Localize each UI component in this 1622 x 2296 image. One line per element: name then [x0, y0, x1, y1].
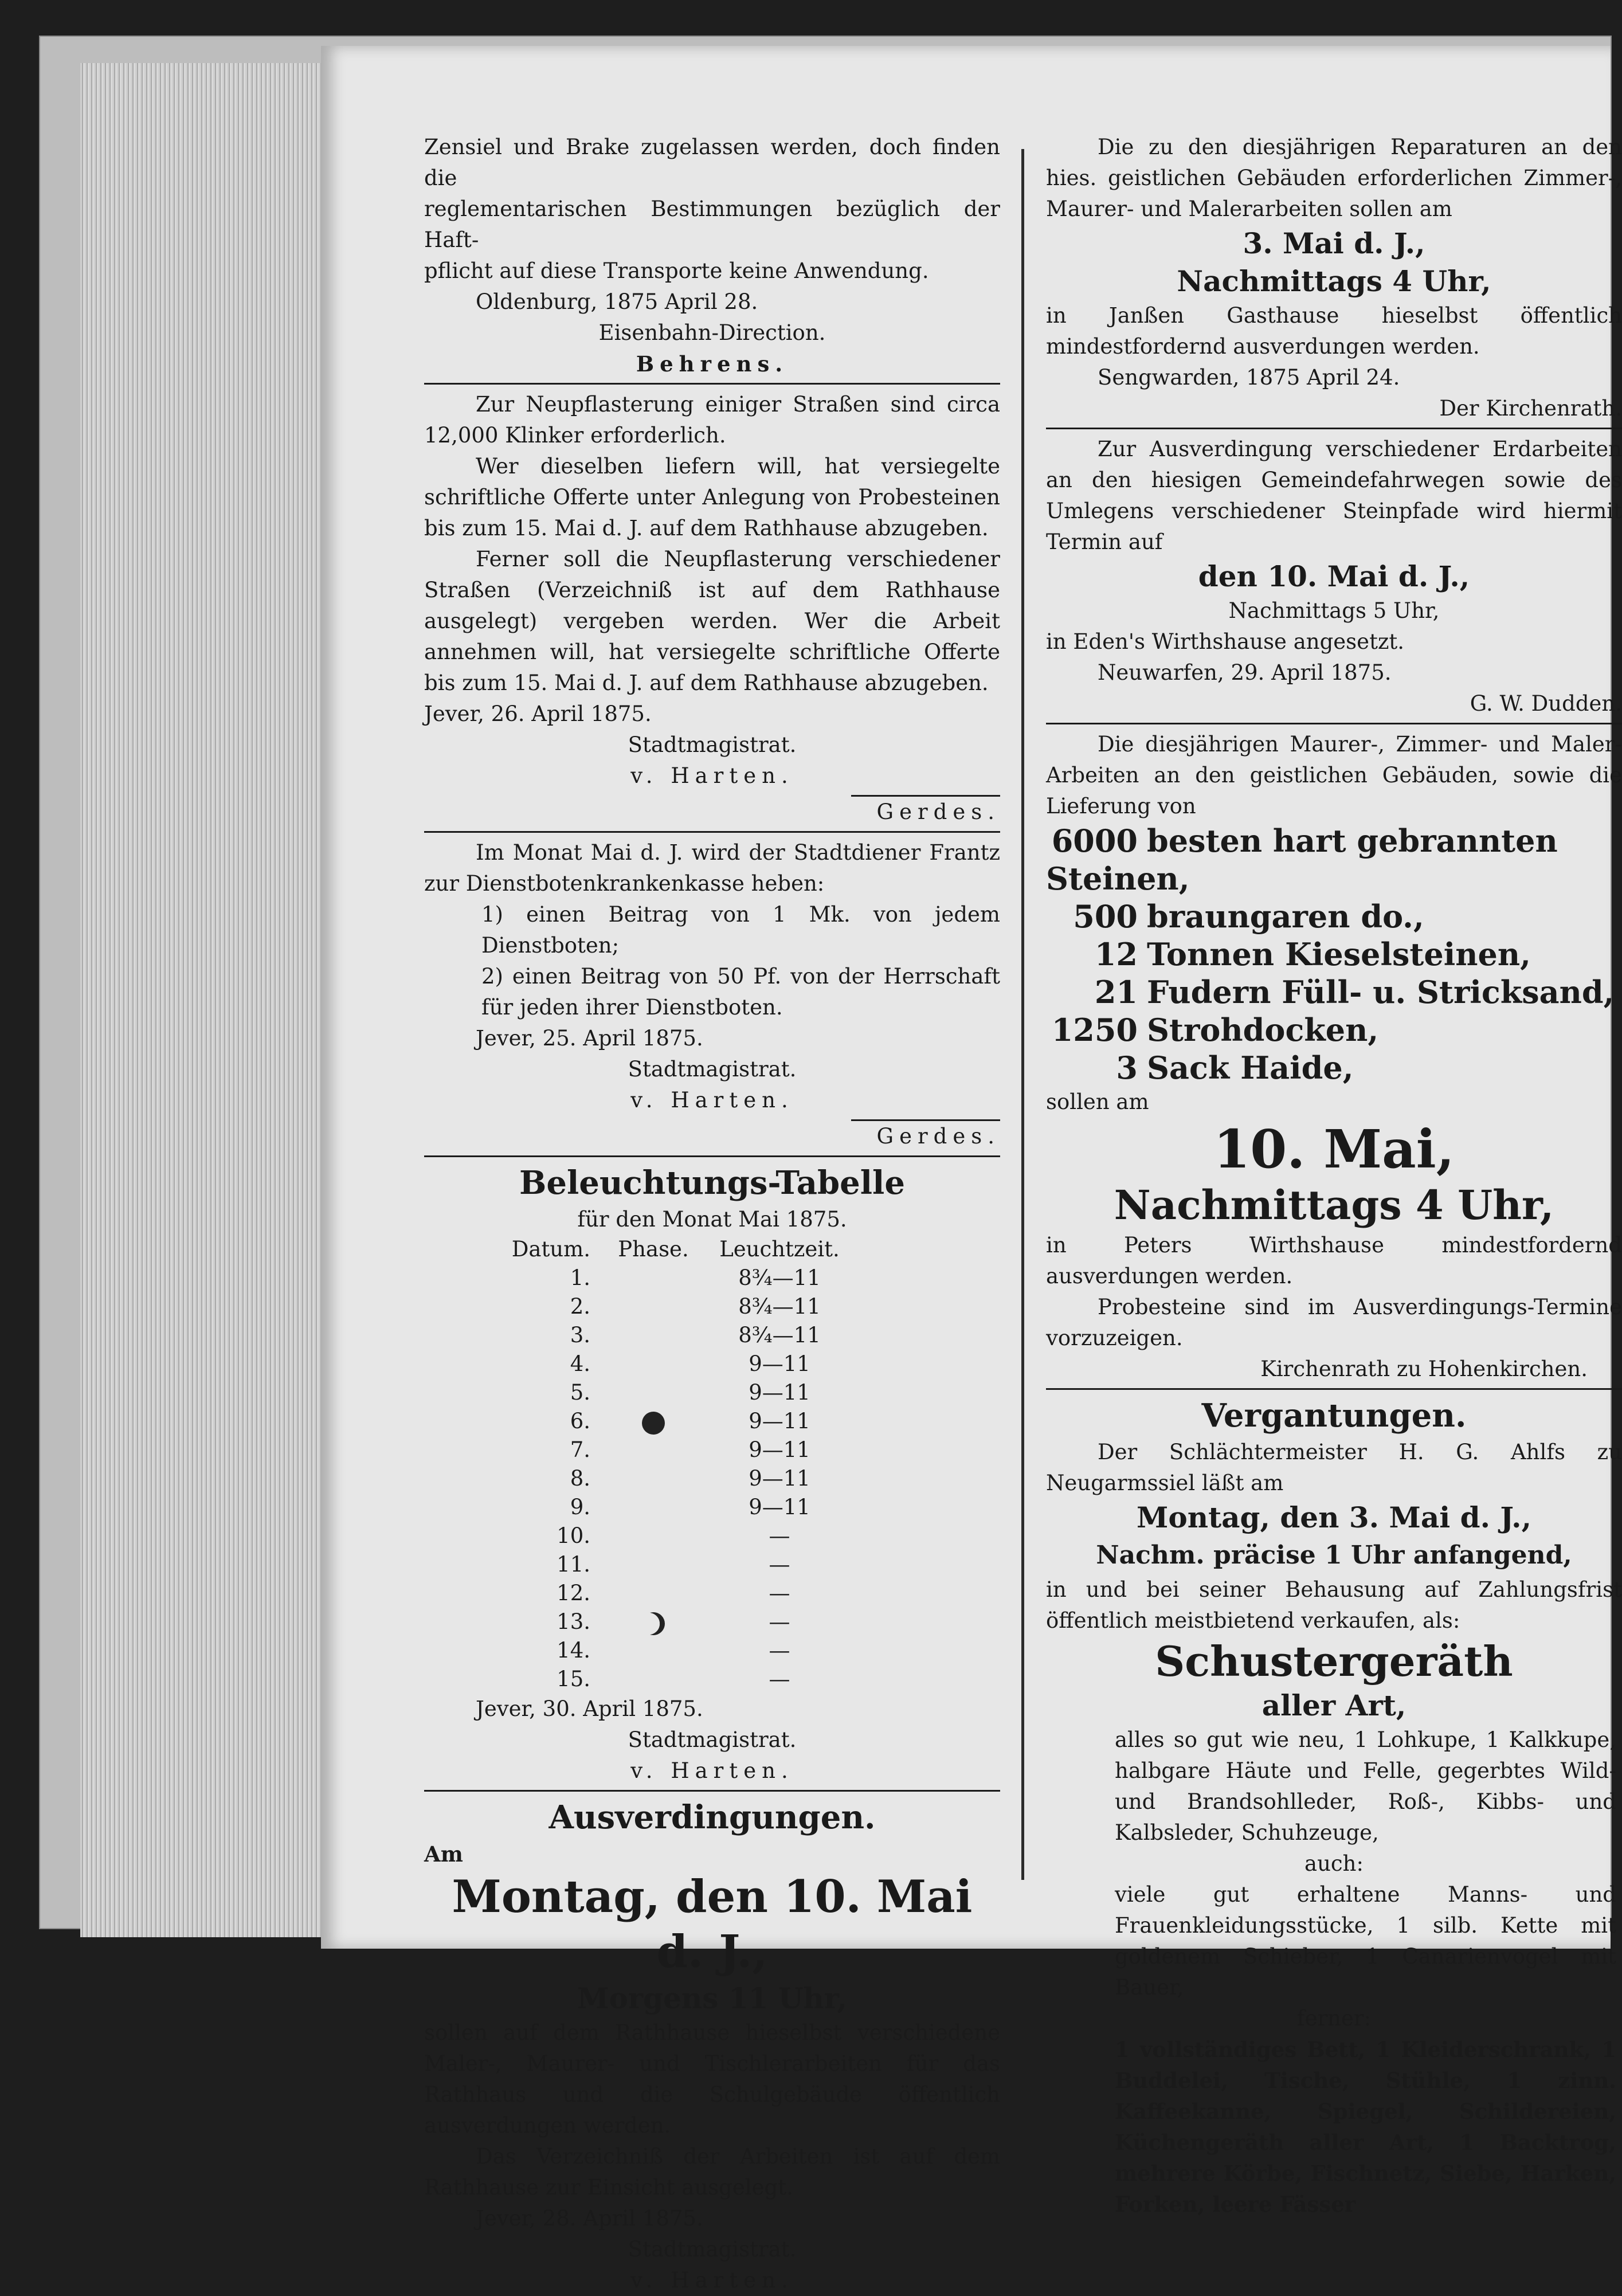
notice-neuwarfen [1046, 434, 1622, 719]
row-datum: 15. [557, 1667, 590, 1691]
row-datum: 14. [557, 1638, 590, 1663]
notice-paragraph: 1 vollständiges Bett, 1 Kleiderschrank, 1 Buddelei, Tische, Stühle, 1 zinn. Kaffeekanne, Spiegel, Schildereien, Küchengeräth aller Art, 1 Backtrog, mehrere Körbe, Fischnetz, Siebe, Harken, Forken, leere Fässer [1115, 2037, 1616, 2217]
rule [1046, 723, 1622, 724]
notice-paragraph: alles so gut wie neu, 1 Lohkupe, 1 Kalkkupe, halbgare Häute und Felle, gegerbtes Wild- und Brandsohlleder, Roß-, Kibbs- und Kalbsleder, Schuhzeuge, [1115, 1727, 1616, 1845]
notice-time: Nachmittags 5 Uhr, [1228, 598, 1440, 623]
row-datum: 6. [570, 1409, 590, 1433]
table-row [510, 1436, 843, 1464]
table-row [510, 1665, 843, 1694]
material-quantity: 12 [1094, 936, 1138, 973]
material-item [1046, 935, 1622, 973]
rule [1046, 1388, 1622, 1390]
notice-office: Stadtmagistrat. [628, 732, 797, 757]
notice-paragraph: Die zu den diesjährigen Reparaturen an den hies. geistlichen Gebäuden erforderlichen Zimmer-, Maurer- und Malerarbeiten sollen am [1046, 135, 1622, 221]
notice-signer: v. Harten. [630, 1088, 794, 1112]
notice-paragraph: Probesteine sind im Ausverdingungs-Termine vorzuzeigen. [1046, 1295, 1622, 1350]
row-leuchtzeit: 9—11 [749, 1409, 810, 1433]
notice-hohenkirchen [1046, 729, 1622, 1385]
row-phase [590, 1522, 716, 1550]
row-leuchtzeit: 8¾—11 [738, 1323, 821, 1347]
notice-big-date: den 10. Mai d. J., [1198, 559, 1470, 593]
notice-paragraph: Wer dieselben liefern will, hat versiegelte schriftliche Offerte unter Anlegung von Probesteinen bis zum 15. Mai d. J. auf dem Rathhause abzugeben. [424, 454, 1000, 540]
notice-big-date: Montag, den 3. Mai d. J., [1137, 1500, 1531, 1534]
notice-subheadline: aller Art, [1261, 1688, 1406, 1722]
notice-date: Sengwarden, 1875 April 24. [1098, 365, 1400, 390]
table-row [510, 1579, 843, 1608]
row-phase [590, 1321, 716, 1350]
table-body [510, 1264, 843, 1694]
material-name: Sack Haide, [1147, 1049, 1354, 1086]
material-item [1046, 973, 1622, 1011]
notice-dienstboten [424, 837, 1000, 1152]
table-row [510, 1321, 843, 1350]
notice-ferner: ferner: [1296, 2006, 1372, 2031]
table-row [510, 1292, 843, 1321]
row-phase [590, 1493, 716, 1522]
notice-date: Oldenburg, 1875 April 28. [476, 289, 758, 314]
table-row [510, 1608, 843, 1636]
notice-office: Stadtmagistrat. [628, 2237, 797, 2262]
notice-paragraph: sollen auf dem Rathhause hieselbst verschiedene Maler-, Maurer- und Tischlerarbeiten für das Rathhaus und die Schulgebäude öffentlich ausverdungen werden. [424, 2020, 1000, 2138]
notice-eisenbahn [424, 132, 1000, 379]
notice-date: Neuwarfen, 29. April 1875. [1098, 660, 1392, 685]
header-phase: Phase. [618, 1237, 689, 1261]
notice-date: Jever, 30. April 1875. [476, 1696, 703, 1721]
table-row [510, 1350, 843, 1378]
notice-date: Jever, 28. April 1875. [476, 2206, 703, 2231]
notice-paragraph: in und bei seiner Behausung auf Zahlungsfrist öffentlich meistbietend verkaufen, als: [1046, 1577, 1622, 1633]
notice-line: Zensiel und Brake zugelassen werden, doch finden die [424, 135, 1000, 190]
notice-vergantung [1046, 1394, 1622, 2220]
table-row [510, 1378, 843, 1407]
row-datum: 11. [557, 1552, 590, 1577]
notice-big-time: Nachmittags 4 Uhr, [1177, 264, 1491, 298]
notice-headline: Schustergeräth [1155, 1637, 1513, 1686]
material-quantity: 500 [1073, 898, 1138, 935]
rule [424, 1790, 1000, 1792]
row-phase [590, 1550, 716, 1579]
rule [424, 831, 1000, 833]
last-quarter-moon-icon [642, 1612, 665, 1635]
page-edges [80, 63, 327, 1937]
notice-neupflasterung [424, 389, 1000, 828]
material-quantity: 21 [1094, 974, 1138, 1010]
column-divider [1021, 149, 1024, 1880]
notice-signer: v. Harten. [630, 2268, 794, 2293]
notice-am: Am [424, 1841, 463, 1867]
row-phase [590, 1350, 716, 1378]
material-name: braungaren do., [1147, 898, 1424, 935]
row-phase [590, 1464, 716, 1493]
material-item [1046, 898, 1622, 935]
lighting-table [510, 1235, 843, 1694]
row-phase [590, 1636, 716, 1665]
notice-paragraph: in Peters Wirthshause mindestfordernd ausverdungen werden. [1046, 1233, 1622, 1288]
notice-line: reglementarischen Bestimmungen bezüglich der Haft- [424, 197, 1000, 252]
material-name: Strohdocken, [1147, 1012, 1379, 1048]
notice-office: Stadtmagistrat. [628, 1727, 797, 1752]
notice-signer: v. Harten. [630, 763, 794, 788]
row-leuchtzeit: 9—11 [749, 1380, 810, 1405]
header-leuchtzeit: Leuchtzeit. [719, 1237, 840, 1261]
row-leuchtzeit: 9—11 [749, 1437, 810, 1462]
row-phase [590, 1579, 716, 1608]
notice-paragraph: Zur Ausverdingung verschiedener Erdarbeiten an den hiesigen Gemeindefahrwegen sowie des Umlegens verschiedener Steinpfade wird hiermit Termin auf [1046, 437, 1622, 554]
notice-signer: v. Harten. [630, 1758, 794, 1783]
row-phase [590, 1407, 716, 1436]
notice-signer: Kirchenrath zu Hohenkirchen. [1260, 1357, 1588, 1381]
notice-signer: Gerdes. [876, 800, 1000, 824]
notice-auch: auch: [1304, 1851, 1364, 1876]
notice-date: Jever, 25. April 1875. [476, 1026, 703, 1051]
notice-paragraph: Ferner soll die Neupflasterung verschiedener Straßen (Verzeichniß ist auf dem Rathhause ausgelegt) vergeben werden. Wer die Arbeit annehmen will, hat versiegelte schriftliche Offerte bis zum 15. Mai d. J. auf dem Rathhause abzugeben. [424, 547, 1000, 695]
row-datum: 2. [570, 1294, 590, 1319]
notice-paragraph: Die diesjährigen Maurer-, Zimmer- und Maler-Arbeiten an den geistlichen Gebäuden, sowie die Lieferung von [1046, 732, 1622, 818]
row-phase [590, 1608, 716, 1636]
table-subtitle: für den Monat Mai 1875. [577, 1207, 847, 1232]
notice-line: pflicht auf diese Transporte keine Anwendung. [424, 258, 929, 283]
row-datum: 7. [570, 1437, 590, 1462]
notice-time: Morgens 11 Uhr, [577, 1981, 847, 2015]
row-datum: 13. [557, 1609, 590, 1634]
row-leuchtzeit: 8¾—11 [738, 1265, 821, 1290]
notice-big-date: 3. Mai d. J., [1243, 226, 1425, 260]
notice-sengwarden [1046, 132, 1622, 424]
rule [1046, 428, 1622, 429]
row-leuchtzeit: 9—11 [749, 1495, 810, 1519]
rule [424, 1155, 1000, 1157]
notice-paragraph: Zur Neupflasterung einiger Straßen sind circa 12,000 Klinker erforderlich. [424, 392, 1000, 448]
row-phase [590, 1292, 716, 1321]
notice-sollen: sollen am [1046, 1090, 1149, 1114]
notice-paragraph: Das Verzeichniß der Arbeiten ist auf dem Rathhause zur Einsicht ausgelegt. [424, 2144, 1000, 2200]
section-heading: Ausverdingungen. [548, 1799, 876, 1836]
row-phase [590, 1436, 716, 1464]
left-column [424, 132, 1000, 2296]
notice-big-time: Nachmittags 4 Uhr, [1114, 1181, 1554, 1229]
table-row [510, 1264, 843, 1292]
row-leuchtzeit: — [769, 1667, 790, 1691]
row-leuchtzeit: — [769, 1638, 790, 1663]
material-item [1046, 1011, 1622, 1049]
table-row [510, 1636, 843, 1665]
table-row [510, 1493, 843, 1522]
notice-item: 2) einen Beitrag von 50 Pf. von der Herrschaft für jeden ihrer Dienstboten. [481, 964, 1000, 1020]
notice-office: Eisenbahn-Direction. [598, 320, 826, 345]
notice-paragraph: Der Schlächtermeister H. G. Ahlfs zu Neugarmssiel läßt am [1046, 1440, 1622, 1495]
notice-signer: G. W. Dudden. [1470, 691, 1622, 716]
notice-ausverdingung-rathhaus [424, 1796, 1000, 2296]
row-phase [590, 1264, 716, 1292]
notice-office: Stadtmagistrat. [628, 1057, 797, 1082]
row-leuchtzeit: — [769, 1581, 790, 1605]
row-datum: 4. [570, 1351, 590, 1376]
row-leuchtzeit: — [769, 1523, 790, 1548]
table-header-row [510, 1235, 843, 1264]
notice-signer: Behrens. [636, 351, 789, 377]
table-row [510, 1522, 843, 1550]
row-datum: 12. [557, 1581, 590, 1605]
table-row [510, 1464, 843, 1493]
row-datum: 8. [570, 1466, 590, 1491]
full-moon-icon [642, 1412, 665, 1435]
right-column [1046, 132, 1622, 2220]
row-datum: 3. [570, 1323, 590, 1347]
table-title: Beleuchtungs-Tabelle [519, 1164, 905, 1202]
row-leuchtzeit: — [769, 1552, 790, 1577]
materials-list [1046, 822, 1622, 1087]
table-row [510, 1407, 843, 1436]
material-name: besten hart gebrannten Steinen, [1046, 822, 1558, 897]
notice-paragraph: viele gut erhaltene Manns- und Frauenkleidungsstücke, 1 silb. Kette mit goldenem Schieber, 1 Canarienvogel mit Bauer, [1115, 1882, 1616, 2000]
row-leuchtzeit: 9—11 [749, 1466, 810, 1491]
notice-signer: Gerdes. [876, 1124, 1000, 1149]
notice-paragraph: in Janßen Gasthause hieselbst öffentlich mindestfordernd ausverdungen werden. [1046, 303, 1622, 359]
row-datum: 9. [570, 1495, 590, 1519]
row-datum: 5. [570, 1380, 590, 1405]
beleuchtungs-tabelle [424, 1162, 1000, 1786]
row-leuchtzeit: 9—11 [749, 1351, 810, 1376]
notice-paragraph: Im Monat Mai d. J. wird der Stadtdiener Frantz zur Dienstbotenkrankenkasse heben: [424, 840, 1000, 896]
newspaper-page [321, 46, 1622, 2293]
notice-place: in Eden's Wirthshause angesetzt. [1046, 629, 1405, 654]
notice-date: Jever, 26. April 1875. [424, 702, 652, 726]
material-item [1046, 1049, 1622, 1087]
row-phase [590, 1665, 716, 1694]
notice-big-date: 10. Mai, [1213, 1118, 1455, 1180]
section-heading: Vergantungen. [1201, 1397, 1467, 1435]
material-quantity: 1250 [1051, 1012, 1138, 1048]
notice-big-date: Montag, den 10. Mai d. J., [452, 1871, 973, 1978]
notice-signer: Der Kirchenrath. [1439, 396, 1622, 421]
material-quantity: 6000 [1051, 822, 1138, 859]
notice-big-time: Nachm. präcise 1 Uhr anfangend, [1096, 1541, 1572, 1570]
rule [424, 383, 1000, 385]
material-name: Fudern Füll- u. Stricksand, [1147, 974, 1615, 1010]
notice-item: 1) einen Beitrag von 1 Mk. von jedem Dienstboten; [481, 902, 1000, 958]
row-leuchtzeit: 8¾—11 [738, 1294, 821, 1319]
row-phase [590, 1378, 716, 1407]
row-datum: 1. [570, 1265, 590, 1290]
material-name: Tonnen Kieselsteinen, [1147, 936, 1531, 973]
header-datum: Datum. [511, 1237, 590, 1261]
row-leuchtzeit: — [769, 1609, 790, 1634]
material-quantity: 3 [1116, 1049, 1138, 1086]
row-datum: 10. [557, 1523, 590, 1548]
material-item [1046, 822, 1622, 898]
table-row [510, 1550, 843, 1579]
